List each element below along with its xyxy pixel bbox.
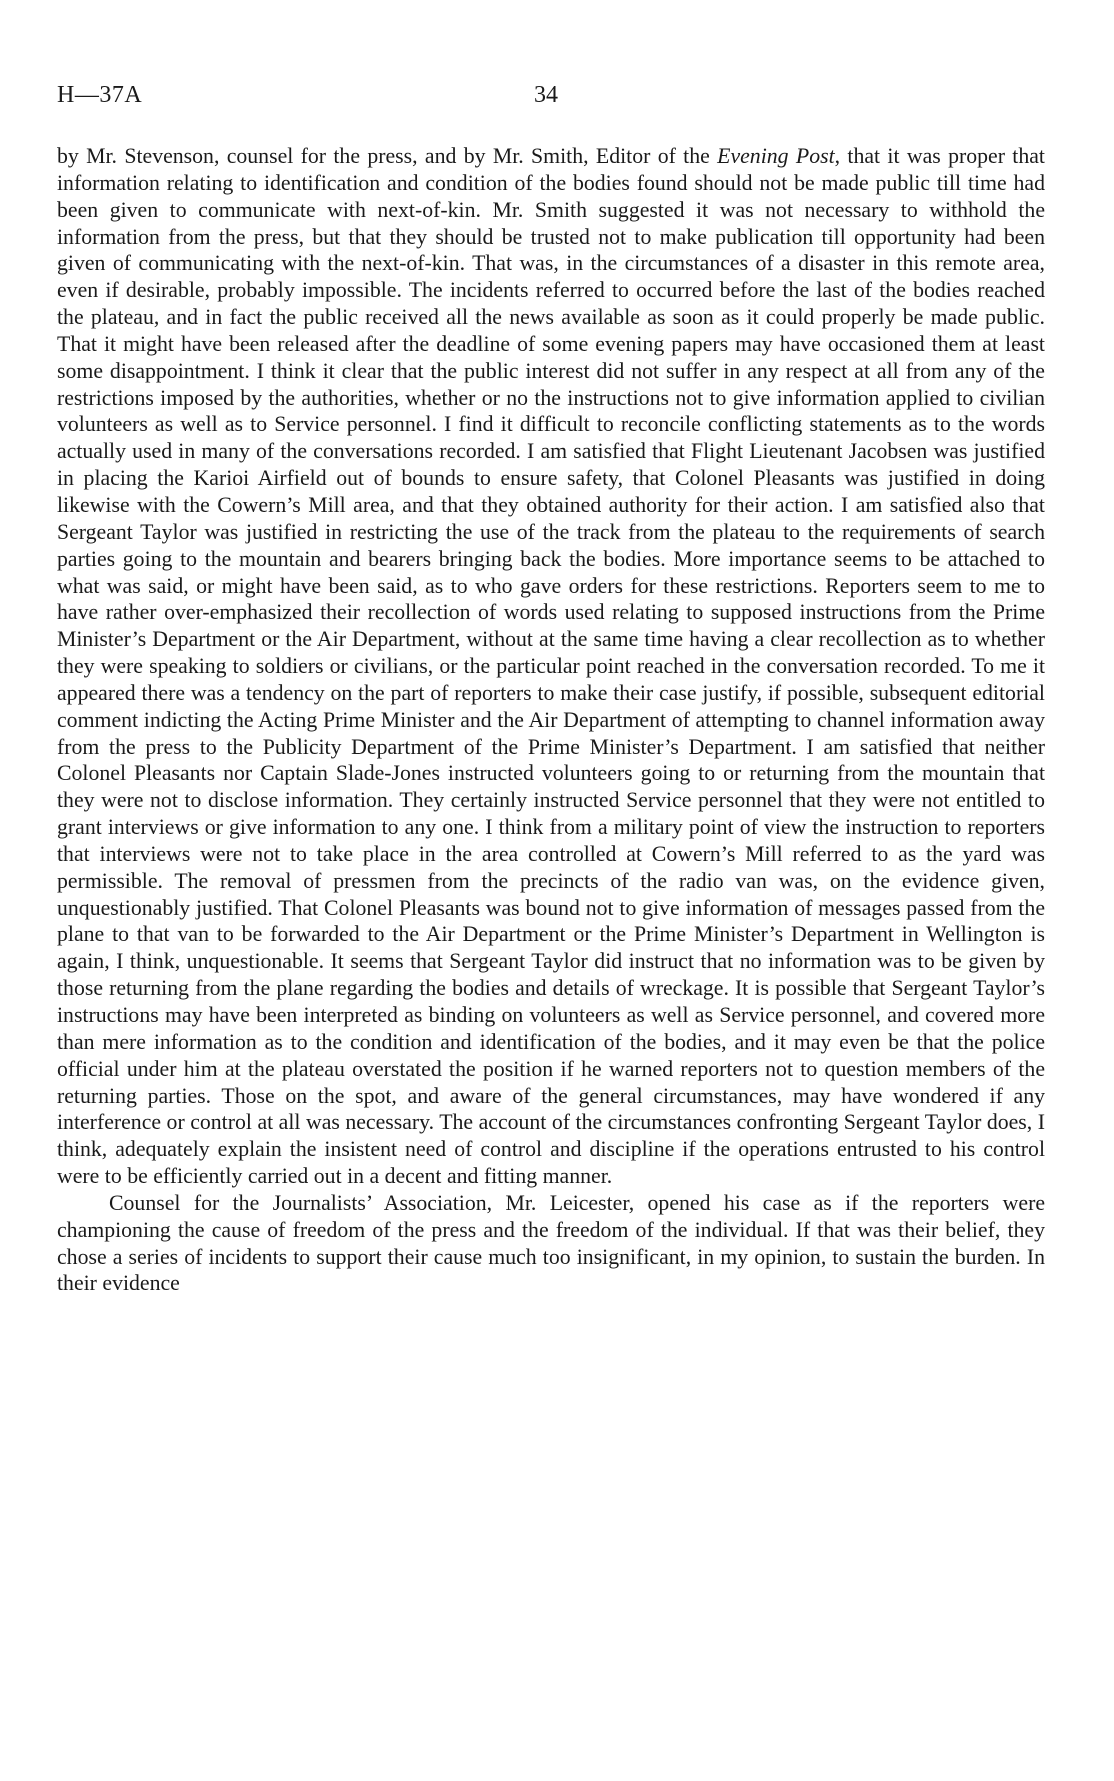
paragraph-1 — [57, 143, 1045, 1190]
page-header — [57, 82, 1057, 114]
body-text — [57, 143, 1045, 1297]
publication-name: Evening Post — [717, 144, 835, 168]
paragraph-1-text-b: , that it was proper that information relating to identification and condition of the bodies found should not be made public till time had been given to communicate with next-of-kin. Mr. Smith suggested it was not necessary to withhold the information from the press, but that they should be trusted not to make publication till opportunity had been given of communicating with the next-of-kin. That was, in the circumstances of a disaster in this remote area, even if desirable, probably impossible. The incidents referred to occurred before the last of the bodies reached the plateau, and in fact the public received all the news available as soon as it could properly be made public. That it might have been released after the deadline of some evening papers may have occasioned them at least some disappointment. I think it clear that the public interest did not suffer in any respect at all from any of the restrictions imposed by the authorities, whether or no the instructions not to give information applied to civilian volunteers as well as to Service personnel. I find it difficult to reconcile conflicting statements as to the words actually used in many of the conversations recorded. I am satisfied that Flight Lieutenant Jacobsen was justified in placing the Karioi Airfield out of bounds to ensure safety, that Colonel Pleasants was justified in doing likewise with the Cowern’s Mill area, and that they obtained authority for their action. I am satisfied also that Sergeant Taylor was justified in restricting the use of the track from the plateau to the requirements of search parties going to the mountain and bearers bringing back the bodies. More importance seems to be attached to what was said, or might have been said, as to who gave orders for these restrictions. Reporters seem to me to have rather over-emphasized their recollection of words used relating to supposed instructions from the Prime Minister’s Department or the Air Department, without at the same time having a clear recollection as to whether they were speaking to soldiers or civilians, or the particular point reached in the conversation recorded. To me it appeared there was a tendency on the part of reporters to make their case justify, if possible, subsequent editorial comment indicting the Acting Prime Minister and the Air Department of attempting to channel information away from the press to the Publicity Department of the Prime Minister’s Department. I am satisfied that neither Colonel Pleasants nor Captain Slade-Jones instructed volunteers going to or returning from the mountain that they were not to disclose information. They certainly instructed Service personnel that they were not entitled to grant interviews or give information to any one. I think from a military point of view the instruction to reporters that interviews were not to take place in the area controlled at Cowern’s Mill referred to as the yard was permissible. The removal of pressmen from the precincts of the radio van was, on the evidence given, unquestionably justified. That Colonel Pleasants was bound not to give information of messages passed from the plane to that van to be forwarded to the Air Department or the Prime Minister’s Department in Wellington is again, I think, unquestionable. It seems that Sergeant Taylor did instruct that no information was to be given by those returning from the plane regarding the bodies and details of wreckage. It is possible that Sergeant Taylor’s instructions may have been interpreted as binding on volunteers as well as Service personnel, and covered more than mere information as to the condition and identification of the bodies, and it may even be that the police official under him at the plateau overstated the position if he warned reporters not to question members of the returning parties. Those on the spot, and aware of the general circumstances, may have wondered if any interference or control at all was necessary. The account of the circumstances confronting Sergeant Taylor does, I think, adequately explain the insistent need of control and discipline if the operations entrusted to his control were to be efficiently carried out in a decent and fitting manner. — [57, 144, 1045, 1189]
document-reference: H—37A — [57, 82, 143, 108]
paragraph-2: Counsel for the Journalists’ Association, Mr. Leicester, opened his case as if the reporters were championing the cause of freedom of the press and the freedom of the individual. If that was their belief, they chose a series of incidents to support their cause much too insignificant, in my opinion, to sustain the burden. In their evidence — [57, 1190, 1045, 1296]
page-number: 34 — [534, 82, 558, 108]
paragraph-1-text-a: by Mr. Stevenson, counsel for the press, and by Mr. Smith, Editor of the — [57, 144, 718, 168]
